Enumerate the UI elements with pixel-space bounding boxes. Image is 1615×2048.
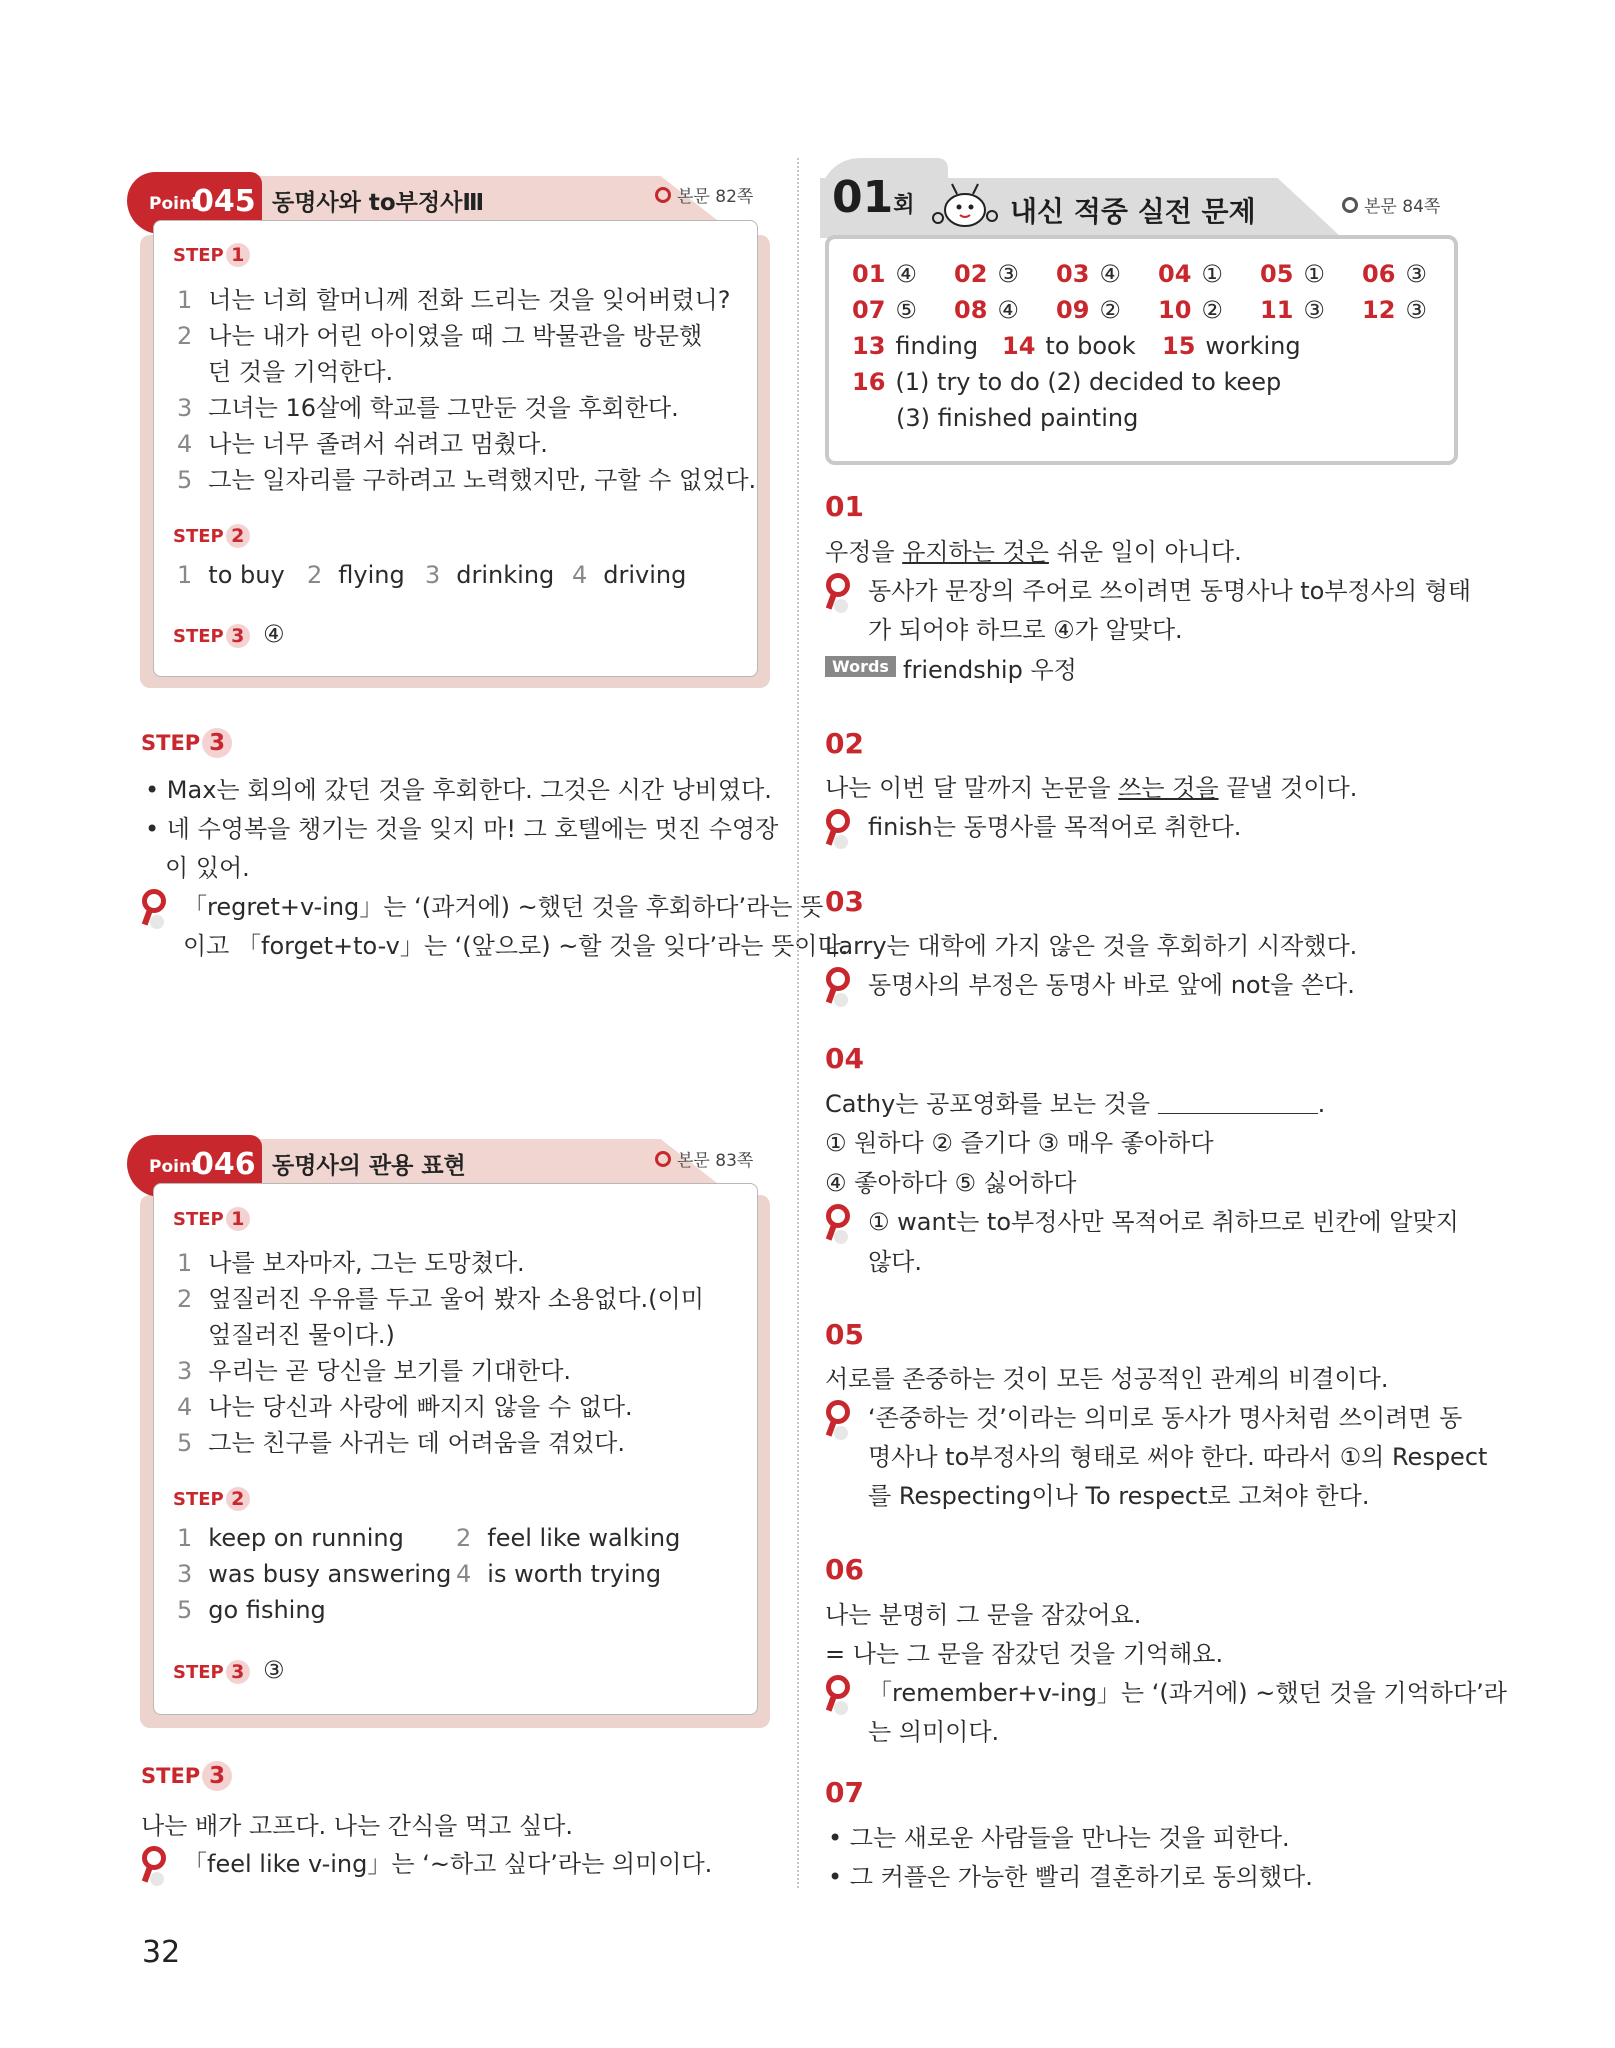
point045-title: 동명사와 to부정사Ⅲ (272, 190, 485, 216)
circle-icon (655, 1151, 671, 1167)
question-text: Cathy는 공포영화를 보는 것을 . (825, 1090, 1326, 1118)
step2-item: 5 go fishing (177, 1596, 326, 1624)
step3-label: STEP 3 (173, 1660, 250, 1684)
answer-item: 09 ② (1056, 296, 1121, 324)
question-number: 05 (825, 1318, 864, 1351)
outer-step3-label: STEP 3 (141, 728, 232, 758)
key-icon (824, 1204, 852, 1244)
question-number: 02 (825, 727, 864, 760)
step2-item: 4 is worth trying (456, 1560, 662, 1588)
answer-item: 13 finding (852, 332, 979, 360)
point-number: 046 (193, 1147, 256, 1182)
step1-item: 2 나는 내가 어린 아이였을 때 그 박물관을 방문했 (177, 322, 703, 350)
test-page-ref: 본문 84쪽 (1342, 192, 1440, 217)
step1-item: 4 나는 당신과 사랑에 빠지지 않을 수 없다. (177, 1393, 633, 1421)
step1-item: 4 나는 너무 졸려서 쉬려고 멈췄다. (177, 430, 548, 458)
note-line: 를 Respecting이나 To respect로 고쳐야 한다. (868, 1482, 1370, 1510)
step2-item: 4 driving (572, 561, 687, 589)
mascot-icon (930, 178, 1000, 230)
options-line: ① 원하다 ② 즐기다 ③ 매우 좋아하다 (825, 1129, 1214, 1157)
answer-item: 16 (1) try to do (2) decided to keep (852, 368, 1282, 396)
note-line: ‘존중하는 것’이라는 의미로 동사가 명사처럼 쓰이려면 동 (868, 1404, 1463, 1432)
point-label: Point (149, 194, 200, 214)
note-line: 이고 「forget+to-v」는 ‘(앞으로) ~할 것을 잊다’라는 뜻이다. (183, 932, 849, 960)
answer-blank (1158, 1091, 1318, 1114)
bullet-line: • Max는 회의에 갔던 것을 후회한다. 그것은 시간 낭비였다. (145, 776, 772, 804)
step2-item: 2 feel like walking (456, 1524, 681, 1552)
bullet-line: • 그 커플은 가능한 빨리 결혼하기로 동의했다. (828, 1863, 1313, 1891)
step1-item: 엎질러진 물이다.) (208, 1321, 395, 1349)
key-icon (824, 809, 852, 849)
key-icon (824, 1675, 852, 1715)
question-text: 우정을 유지하는 것은 쉬운 일이 아니다. (825, 538, 1242, 566)
step1-item: 던 것을 기억한다. (208, 358, 394, 386)
bullet-line: • 네 수영복을 챙기는 것을 잊지 마! 그 호텔에는 멋진 수영장 (145, 815, 779, 843)
step2-item: 1 keep on running (177, 1524, 404, 1552)
explanation-text: 나는 배가 고프다. 나는 간식을 먹고 싶다. (141, 1812, 573, 1840)
question-number: 01 (825, 490, 864, 523)
step1-item: 3 우리는 곧 당신을 보기를 기대한다. (177, 1357, 572, 1385)
answer-item: 01 ④ (852, 260, 917, 288)
answer-item: 15 working (1162, 332, 1301, 360)
bullet-line: • 그는 새로운 사람들을 만나는 것을 피한다. (828, 1824, 1290, 1852)
step1-label: STEP 1 (173, 1207, 250, 1231)
step3-answer: ④ (263, 620, 285, 648)
answer-item: 10 ② (1158, 296, 1223, 324)
step1-label: STEP 1 (173, 243, 250, 267)
note-line: 명사나 to부정사의 형태로 써야 한다. 따라서 ①의 Respect (868, 1443, 1488, 1471)
column-divider (797, 158, 799, 1888)
circle-icon (655, 187, 671, 203)
outer-step3-label: STEP 3 (141, 1761, 232, 1791)
step3-answer: ③ (263, 1656, 285, 1684)
step2-item: 3 was busy answering (177, 1560, 452, 1588)
point-label: Point (149, 1157, 200, 1177)
key-icon (140, 889, 168, 929)
note-line: 「remember+v-ing」는 ‘(과거에) ~했던 것을 기억하다’라 (868, 1679, 1507, 1707)
step1-item: 5 그는 일자리를 구하려고 노력했지만, 구할 수 없었다. (177, 466, 757, 494)
question-text: 나는 이번 달 말까지 논문을 쓰는 것을 끝낼 것이다. (825, 774, 1358, 802)
note-line: 않다. (868, 1248, 922, 1276)
answer-item: 08 ④ (954, 296, 1019, 324)
step2-item: 2 flying (307, 561, 405, 589)
note-line: 동사가 문장의 주어로 쓰이려면 동명사나 to부정사의 형태 (868, 577, 1472, 605)
question-text: 서로를 존중하는 것이 모든 성공적인 관계의 비결이다. (825, 1365, 1389, 1393)
step1-item: 2 엎질러진 우유를 두고 울어 봤자 소용없다.(이미 (177, 1285, 704, 1313)
key-icon (140, 1846, 168, 1886)
key-icon (824, 573, 852, 613)
answer-item: 04 ① (1158, 260, 1223, 288)
circle-icon (1342, 197, 1358, 213)
note-line: 「regret+v-ing」는 ‘(과거에) ~했던 것을 후회하다’라는 뜻 (183, 893, 824, 921)
test-title: 내신 적중 실전 문제 (1010, 195, 1256, 228)
answer-item: 03 ④ (1056, 260, 1121, 288)
options-line: ④ 좋아하다 ⑤ 싫어하다 (825, 1169, 1077, 1197)
answer-item: 14 to book (1002, 332, 1136, 360)
step1-item: 3 그녀는 16살에 학교를 그만둔 것을 후회한다. (177, 394, 679, 422)
words-badge: Words (825, 656, 896, 677)
answer-item: 12 ③ (1362, 296, 1427, 324)
step3-label: STEP 3 (173, 624, 250, 648)
question-number: 04 (825, 1042, 864, 1075)
point045-page-ref: 본문 82쪽 (655, 182, 753, 207)
note-line: 「feel like v-ing」는 ‘~하고 싶다’라는 의미이다. (183, 1850, 713, 1878)
bullet-line: 이 있어. (165, 854, 250, 882)
question-text: Larry는 대학에 가지 않은 것을 후회하기 시작했다. (825, 932, 1358, 960)
question-text: = 나는 그 문을 잠갔던 것을 기억해요. (825, 1640, 1224, 1668)
point046-page-ref: 본문 83쪽 (655, 1146, 753, 1171)
step1-item: 1 너는 너희 할머니께 전화 드리는 것을 잊어버렸니? (177, 286, 731, 314)
answer-item: 06 ③ (1362, 260, 1427, 288)
note-line: ① want는 to부정사만 목적어로 취하므로 빈칸에 알맞지 (868, 1208, 1459, 1236)
question-number: 03 (825, 885, 864, 918)
question-text: 나는 분명히 그 문을 잠갔어요. (825, 1601, 1142, 1629)
answer-item: 11 ③ (1260, 296, 1325, 324)
answer-item: 02 ③ (954, 260, 1019, 288)
point-number: 045 (193, 184, 256, 219)
step1-item: 1 나를 보자마자, 그는 도망쳤다. (177, 1249, 525, 1277)
step2-item: 1 to buy (177, 561, 285, 589)
test-round-number: 01회 (832, 172, 915, 223)
step2-label: STEP 2 (173, 1487, 250, 1511)
step1-item: 5 그는 친구를 사귀는 데 어려움을 겪었다. (177, 1429, 625, 1457)
step2-label: STEP 2 (173, 524, 250, 548)
step2-item: 3 drinking (425, 561, 555, 589)
question-number: 07 (825, 1776, 864, 1809)
note-line: 는 의미이다. (868, 1718, 1000, 1746)
point046-title: 동명사의 관용 표현 (272, 1153, 466, 1179)
page-number: 32 (142, 1935, 181, 1970)
answer-item: (3) finished painting (896, 404, 1139, 432)
answer-item: 05 ① (1260, 260, 1325, 288)
note-line: 가 되어야 하므로 ④가 알맞다. (868, 616, 1183, 644)
note-line: finish는 동명사를 목적어로 취한다. (868, 813, 1242, 841)
note-line: 동명사의 부정은 동명사 바로 앞에 not을 쓴다. (868, 971, 1355, 999)
words-text: friendship 우정 (903, 656, 1077, 684)
answer-item: 07 ⑤ (852, 296, 917, 324)
key-icon (824, 967, 852, 1007)
question-number: 06 (825, 1553, 864, 1586)
key-icon (824, 1400, 852, 1440)
